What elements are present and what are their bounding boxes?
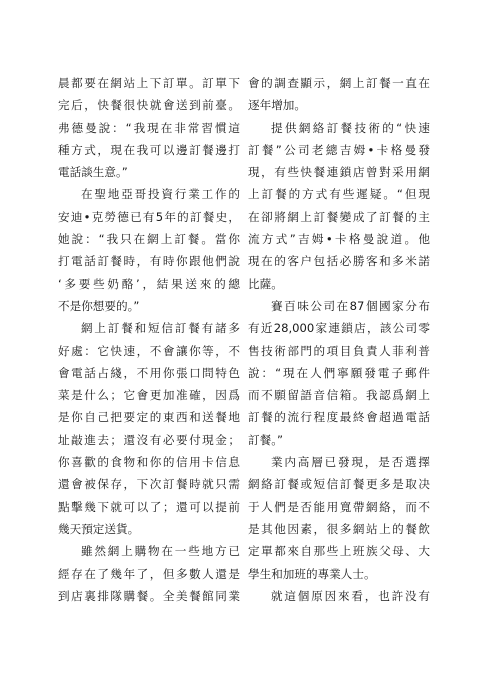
text-line: 于人們是否能用寬帶網絡，而不 xyxy=(248,499,430,514)
text-line: 有近28,000家連鎖店，該公司零 xyxy=(248,321,430,336)
paragraph-first-line: 網上訂餐和短信訂餐有諸多 xyxy=(81,321,240,336)
text-line: 會電話占綫，不用你張口問特色 xyxy=(58,365,240,380)
text-line: 電話談生意。” xyxy=(58,165,128,180)
text-line: 會的調查顯示，網上訂餐一直在 xyxy=(248,76,430,90)
text-line: 點擊幾下就可以了；還可以提前 xyxy=(58,499,240,514)
left-text-column xyxy=(58,72,240,607)
paragraph-first-line: 業内高層已發現，是否選擇 xyxy=(271,455,430,470)
text-line: 好處：它快速，不會讓你等，不 xyxy=(58,343,240,358)
text-line: 打電話訂餐時，有時你跟他們說 xyxy=(58,254,240,269)
paragraph-first-line: 賽百味公司在87個國家分布 xyxy=(271,298,430,313)
text-line: 定單都來自那些上班族父母、大 xyxy=(248,544,430,559)
paragraph-first-line: 雖然網上購物在一些地方已 xyxy=(81,544,240,559)
text-line: 還會被保存，下次訂餐時就只需 xyxy=(58,477,240,492)
text-line: 弗德曼說：“我現在非常習慣這 xyxy=(58,120,240,135)
text-line: 到店裏排隊購餐。全美餐館同業 xyxy=(58,588,240,603)
text-line: 逐年增加。 xyxy=(248,98,306,113)
text-line: 訂餐”公司老總吉姆•卡格曼發 xyxy=(248,142,430,157)
paragraph-first-line: 在聖地亞哥投資行業工作的 xyxy=(81,187,240,202)
text-line: 是你自己把要定的東西和送餐地 xyxy=(58,410,240,425)
text-line: 現，有些快餐連鎖店曾對采用網 xyxy=(248,165,430,180)
text-line: 完后，快餐很快就會送到前臺。 xyxy=(58,98,240,113)
text-line: 售技術部門的項目負責人菲利普 xyxy=(248,343,430,358)
text-line: 經存在了幾年了，但多數人還是 xyxy=(58,566,240,581)
text-line: 是其他因素，很多網站上的餐飲 xyxy=(248,521,430,536)
text-line: 現在的客户包括必勝客和多米諾 xyxy=(248,254,430,269)
text-line: 訂餐。” xyxy=(248,432,283,447)
text-line: 學生和加班的專業人士。 xyxy=(248,566,376,581)
text-line: 比薩。 xyxy=(248,276,283,291)
text-line: 你喜歡的食物和你的信用卡信息 xyxy=(58,455,240,470)
text-line: 安迪•克勞德已有5年的訂餐史， xyxy=(58,209,240,224)
text-line: 訂餐的流行程度最終會超過電話 xyxy=(248,410,430,425)
text-line: 網絡訂餐或短信訂餐更多是取决 xyxy=(248,477,430,492)
text-line: 流方式”吉姆•卡格曼說道。他 xyxy=(248,232,430,247)
text-line: ‘多要些奶酪’，結果送來的總 xyxy=(58,276,240,291)
text-line: 菜是什么；它會更加准確，因爲 xyxy=(58,388,240,403)
text-line: 種方式，現在我可以邊訂餐邊打 xyxy=(58,142,240,157)
text-line: 址敲進去；還沒有必要付現金； xyxy=(58,432,240,447)
paragraph-first-line: 就這個原因來看，也許没有 xyxy=(271,588,430,603)
right-text-column xyxy=(248,72,430,607)
paragraph-first-line: 提供網絡訂餐技術的“快速 xyxy=(271,120,430,135)
text-line: 不是你想要的。” xyxy=(58,298,140,313)
text-line: 而不願留語音信箱。我認爲網上 xyxy=(248,388,430,403)
text-line: 說：“現在人們寧願發電子郵件 xyxy=(248,365,430,380)
text-line: 幾天預定送貨。 xyxy=(58,521,140,536)
text-line: 在卻將網上訂餐變成了訂餐的主 xyxy=(248,209,430,224)
text-line: 她說：“我只在網上訂餐。當你 xyxy=(58,232,240,247)
text-line: 上訂餐的方式有些遲疑。“但現 xyxy=(248,187,430,202)
text-line: 晨都要在網站上下訂單。訂單下 xyxy=(58,76,240,90)
